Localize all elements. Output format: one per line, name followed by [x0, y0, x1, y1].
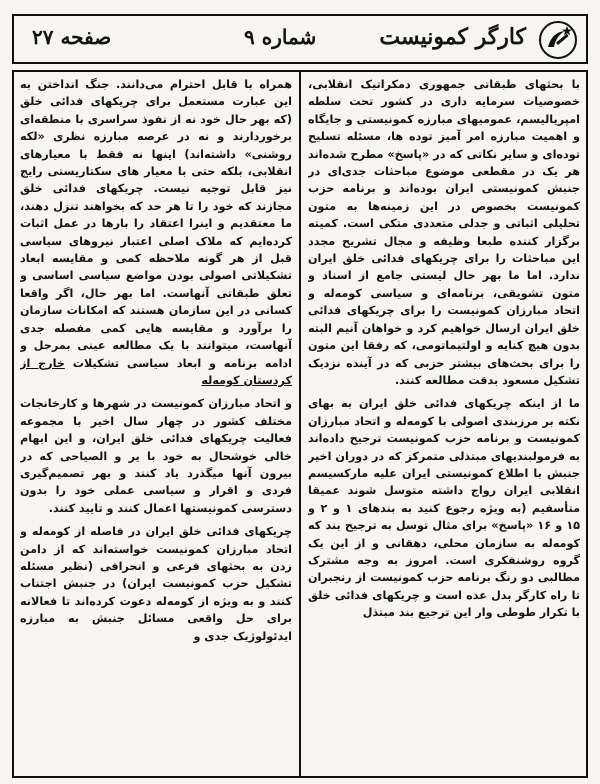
publication-title: کارگر کمونیست	[379, 24, 526, 50]
underlined-phrase: خارج از کردستان کومه‌له	[20, 356, 292, 387]
left-paragraph: و اتحاد مبارزان کمونیست در شهرها و کارخانجات مختلف کشور در چهار سال اخیر با مجموعه فعالیت چریکهای فدائی خلق ایران، و این ابهام خالی خوشحال به خود با یر و الصیاحی که در بیرون آنها میگذرد یاد کنند و بهر تصمیم‌گیری فردی و اقرار و سیاسی عملی خود را بدون دسترسی کمونیستها اعمال کنند و تایید کنند.	[20, 397, 292, 515]
right-column	[308, 76, 580, 776]
page-number: صفحه ۲۷	[32, 25, 112, 49]
left-paragraph: چریکهای فدائی خلق ایران در فاصله از کومه‌له و اتحاد مبارزان کمونیست خواسته‌اند که از دامن زدن به بحثهای فرعی و انحرافی (نظیر مسئله تشکیل حزب کمونیست ایران) در جنبش اجتناب کنند و به ویژه از کومه‌له دعوت کرده‌اند تا فعالانه برای حل واقعی مسائل جنبش به مبارزه ایدئولوژیک جدی و	[20, 525, 292, 643]
hammer-sickle-star-icon	[538, 20, 578, 60]
left-paragraph	[20, 76, 292, 389]
issue-number: شماره ۹	[244, 25, 317, 49]
left-paragraph-text: همراه با قابل احترام می‌دانند. جنگ انداختن به این عبارت مستعمل برای چریکهای فدائی خلق (که بهر حال خود نه از نفوذ سراسری با منطقه‌ای برخوردارند و نه در عرصه مبارزه نظری «لکه روشنی» داشته‌اند) اینها نه فقط با معیارهای انقلابی، بلکه حتی با معیار های سکتاریستی رایج نیز قابل توجیه نیست. چریکهای فدائی خلق مجازند که خود را تا هر حد که بخواهند تنزل دهند، ما معتقدیم و اینرا اعتقاد را بارها در عمل اثبات کرده‌ایم که ملاک اصلی اعتبار نیروهای سیاسی قبل از هر گونه ملاحظه کمی و مقایسه ابعاد تشکیلاتی اصولی بودن مواضع سیاسی اساسی و تعلق طبقاتی آنهاست. اما بهر حال، اگر واقعا کسانی در این سازمان هستند که امکانات سازمان را برآورد و مقایسه هایی کمی مفصله جدی آنهاست، میتوانند با یک مطالعه عینی بمرحل و ادامه برنامه و ابعاد سیاسی تشکیلات	[20, 78, 292, 370]
right-paragraph: ما از اینکه چریکهای فدائی خلق ایران به بهای نکته بر مرزبندی اصولی با کومه‌له و اتحاد مبارزان کمونیست و برنامه حزب کمونیست ترجیح داده‌اند به فرمولبندیهای مبتذلی متمرکز که در دوران اخیر جنبش با اطلاع کمونیستی ایران علیه مارکسیسم انقلابی ایران رواج داشته متوسل شوند عمیقا متأسفیم (به ویژه رجوع کنید به بندهای ۱ و ۲ و ۱۵ و ۱۶ «پاسخ» برای مثال توسل به ترجیح بند که کومه‌له به سازمان محلی، دهقانی و از این یک گروه روشنفکری است. امروز به وجه مشترک مطالبی دو رنگ برنامه حزب کمونیست از رنجبران تا راه کارگر بدل عده است و چریکهای فدائی خلق با تکرار طوطی وار این ترجیع بند مبتذل	[308, 397, 580, 620]
right-paragraph: با بحثهای طبقاتی جمهوری دمکراتیک انقلابی، خصوصیات سرمایه داری در کشور تحت سلطه امپریالیسم، عمومیهای مبارزه کمونیستی و جایگاه و اهمیت مبارزه امر آمیز توده ها، مسئله تسلیح توده‌ای و سایر نکاتی که در «پاسخ» مطرح شده‌اند هر یک در مقطعی موضوع مباحثات جدی‌ای در جنبش کمونیستی ایران بوده‌اند و برنامه حزب کمونیست بخصوص در این زمینه‌ها به متون تحلیلی اثباتی و جدلی متعددی متکی است. کمیته برگزار کننده طبعا وظیفه و مجال تشریح مجدد این مباحثات را برای چریکهای فدائی خلق ایران ندارد. اما ما بهر حال لیستی جامع از اسناد و متون تشویقی، برنامه‌ای و سیاسی کومه‌له و اتحاد مبارزان کمونیست را برای چریکهای فدائی خلق ایران ارسال خواهیم کرد و خواهان آنیم البته بدون هیچ کنایه و اولتیماتومی، که رفقا این متون را برای بحث‌های بیشتر حزبی که در آینده نزدیک تشکیل مسعود بدقت مطالعه کنند.	[308, 78, 580, 387]
masthead	[12, 14, 588, 64]
left-column	[20, 76, 292, 776]
column-divider	[299, 70, 301, 778]
